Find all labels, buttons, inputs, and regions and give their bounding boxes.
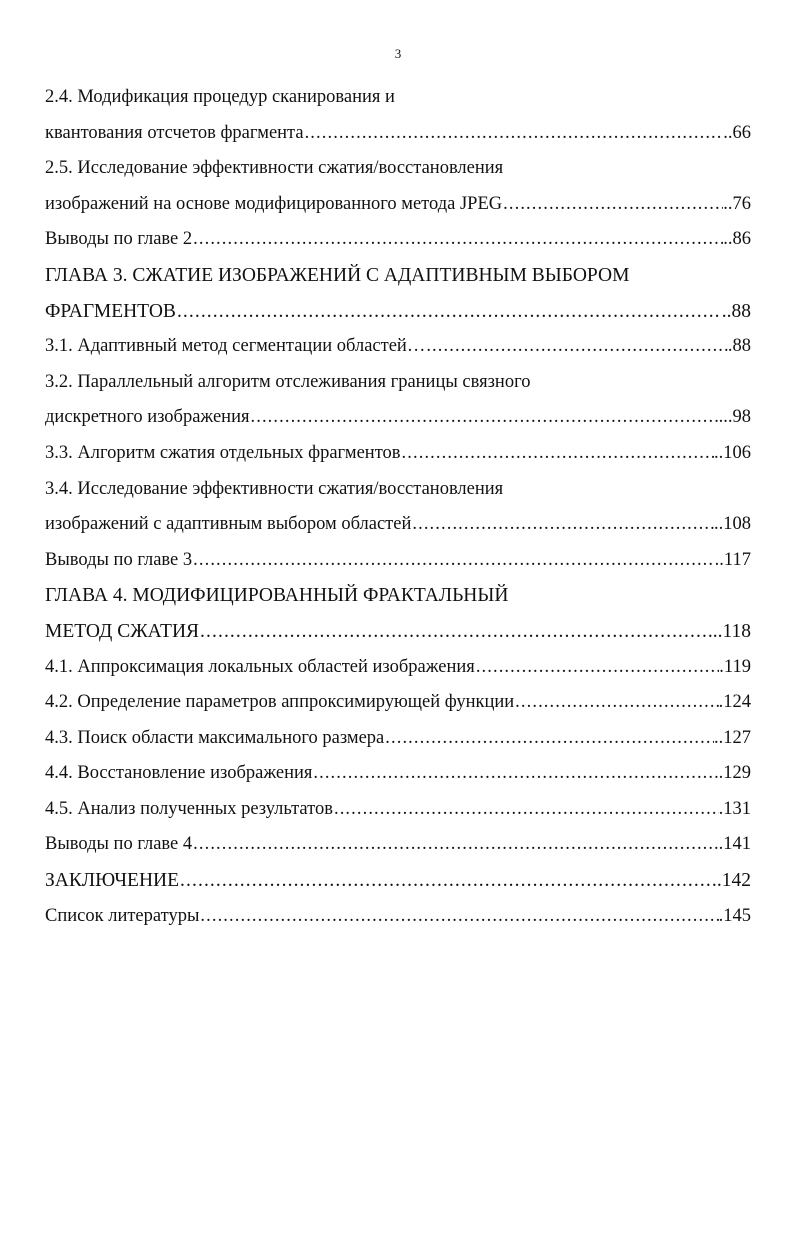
toc-entry xyxy=(45,899,751,935)
toc-entry-title: Выводы по главе 4 xyxy=(45,834,193,855)
dot-leader xyxy=(179,863,717,899)
dot-leader xyxy=(502,187,723,223)
toc-entry-title: 3.1. Адаптивный метод сегментации областей… xyxy=(45,336,426,357)
toc-entry xyxy=(45,507,751,543)
toc-entry-title: 4.5. Анализ полученных результатов xyxy=(45,798,333,819)
toc-chapter-heading xyxy=(45,614,751,650)
toc-chapter-heading xyxy=(45,258,751,294)
dot-leader xyxy=(192,222,723,258)
toc-entry-title: 4.4. Восстановление изображения xyxy=(45,763,313,784)
toc-entry-title: квантования отсчетов фрагмента xyxy=(45,122,304,143)
toc-entry-title: 4.1. Аппроксимация локальных областей изображения xyxy=(45,656,475,677)
dot-leader xyxy=(176,294,722,330)
toc-entry xyxy=(45,365,751,401)
toc-entry-title: 4.3. Поиск области максимального размера xyxy=(45,727,385,748)
toc-entry-page: ..86 xyxy=(723,229,751,250)
dot-leader xyxy=(192,827,714,863)
toc-entry-title: ГЛАВА 3. СЖАТИЕ ИЗОБРАЖЕНИЙ С АДАПТИВНЫМ ВЫБОРОМ xyxy=(45,264,630,286)
toc-chapter-heading xyxy=(45,863,751,899)
toc-chapter-heading xyxy=(45,578,751,614)
toc-entry xyxy=(45,400,751,436)
dot-leader xyxy=(304,116,724,152)
toc-entry xyxy=(45,721,751,757)
dot-leader xyxy=(250,400,719,436)
toc-entry-page: ..141 xyxy=(714,834,751,855)
toc-entry xyxy=(45,543,751,579)
dot-leader xyxy=(312,756,718,792)
toc-entry-page: .129 xyxy=(718,763,751,784)
toc-entry-title: дискретного изображения xyxy=(45,407,250,428)
toc-entry-page: ...98 xyxy=(718,407,751,428)
toc-entry-title: Список литературы xyxy=(45,905,200,926)
toc-entry xyxy=(45,756,751,792)
toc-entry-page: .119 xyxy=(719,656,751,677)
toc-entry-page: ..108 xyxy=(714,514,751,535)
toc-entry-page: ..117 xyxy=(714,549,751,570)
dot-leader xyxy=(475,650,719,686)
page-number: 3 xyxy=(394,46,402,61)
toc-entry-page: ..76 xyxy=(723,193,751,214)
toc-entry-page: .124 xyxy=(718,692,751,713)
toc-entry-title: 4.2. Определение параметров аппроксимирующей функции xyxy=(45,692,515,713)
toc-entry-title: изображений с адаптивным выбором областей xyxy=(45,514,412,535)
dot-leader xyxy=(425,329,728,365)
toc-entry xyxy=(45,151,751,187)
toc-chapter-heading xyxy=(45,294,751,330)
toc-entry xyxy=(45,187,751,223)
dot-leader xyxy=(514,685,718,721)
toc-entry-title: ЗАКЛЮЧЕНИЕ xyxy=(45,870,180,892)
dot-leader xyxy=(199,899,718,935)
toc-entry-title: изображений на основе модифицированного метода JPEG xyxy=(45,193,503,214)
toc-entry-page: .145 xyxy=(718,905,751,926)
toc-entry-page: ..127 xyxy=(714,727,751,748)
toc-entry-page: ..88 xyxy=(721,300,751,322)
toc-entry-title: 3.4. Исследование эффективности сжатия/восстановления xyxy=(45,478,504,499)
toc-entry-title: 3.3. Алгоритм сжатия отдельных фрагментов xyxy=(45,442,401,463)
toc-entry xyxy=(45,80,751,116)
toc-entry-page: .142 xyxy=(716,870,751,892)
toc-entry-title: МЕТОД СЖАТИЯ xyxy=(45,620,200,642)
toc-entry xyxy=(45,329,751,365)
dot-leader xyxy=(333,792,719,828)
toc-entry-page: ..66 xyxy=(723,122,751,143)
toc-entry xyxy=(45,222,751,258)
toc-entry-title: 3.2. Параллельный алгоритм отслеживания границы связного xyxy=(45,371,531,392)
toc-entry-title: Выводы по главе 2 xyxy=(45,229,193,250)
toc-entry xyxy=(45,827,751,863)
toc-entry-title: ФРАГМЕНТОВ xyxy=(45,300,176,322)
toc-entry xyxy=(45,436,751,472)
toc-entry xyxy=(45,650,751,686)
toc-entry-page: ..106 xyxy=(714,442,751,463)
toc-entry xyxy=(45,116,751,152)
toc-entry-title: ГЛАВА 4. МОДИФИЦИРОВАННЫЙ ФРАКТАЛЬНЫЙ xyxy=(45,585,509,607)
dot-leader xyxy=(401,436,714,472)
toc-entry-title: Выводы по главе 3 xyxy=(45,549,193,570)
toc-entry-title: 2.4. Модификация процедур сканирования и xyxy=(45,87,395,107)
toc-entry xyxy=(45,472,751,508)
toc-entry xyxy=(45,792,751,828)
dot-leader xyxy=(199,614,713,650)
dot-leader xyxy=(192,543,715,579)
dot-leader xyxy=(411,507,714,543)
table-of-contents xyxy=(45,80,751,934)
toc-entry-page: .88 xyxy=(727,336,751,357)
toc-entry-title: 2.5. Исследование эффективности сжатия/восстановления xyxy=(45,158,504,179)
toc-entry-page: ..118 xyxy=(712,620,751,642)
dot-leader xyxy=(384,721,714,757)
toc-entry-page: .131 xyxy=(718,798,751,819)
toc-entry xyxy=(45,685,751,721)
